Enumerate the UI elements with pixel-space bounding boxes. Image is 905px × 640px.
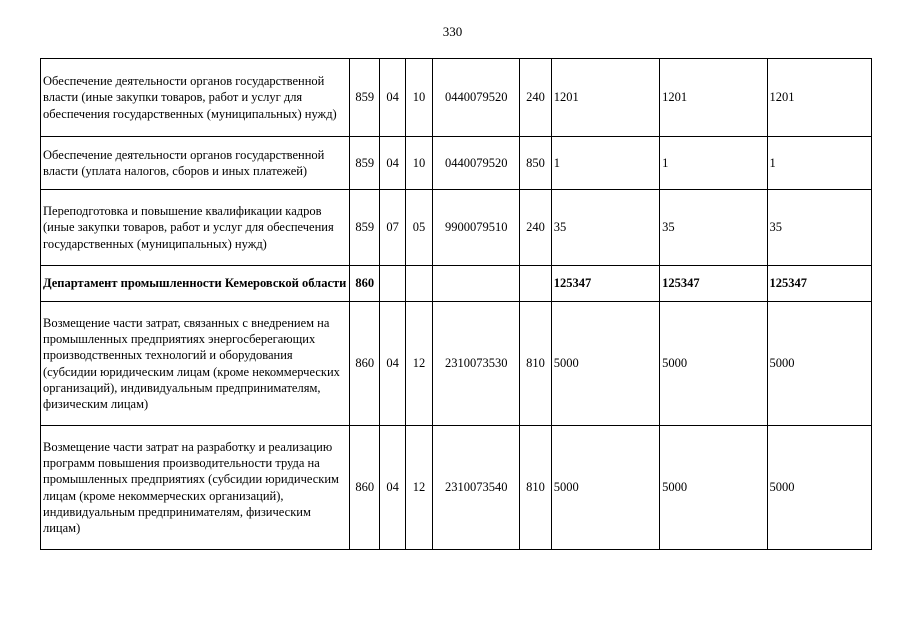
- row-name-cell: Возмещение части затрат на разработку и реализацию программ повышения производительности труда на промышленных предприятиях (субсидии юридическим лицам (кроме некоммерческих организаций), индивидуальным предпринимателям, физическим лицам): [41, 426, 350, 550]
- sum-cell-3: 125347: [767, 266, 871, 302]
- sum-cell-2: 35: [660, 190, 767, 266]
- ministry-code-cell: 859: [350, 59, 380, 137]
- table-row: [41, 137, 872, 190]
- department-name-cell: Департамент промышленности Кемеровской области: [41, 266, 350, 302]
- target-code-cell: 0440079520: [433, 137, 520, 190]
- section-code-cell: 04: [380, 137, 405, 190]
- sum-cell-1: 5000: [551, 302, 659, 426]
- sum-cell-1: 1: [551, 137, 659, 190]
- subsection-code-cell: 10: [405, 59, 432, 137]
- ministry-code-cell: 860: [350, 426, 380, 550]
- sum-cell-2: 1201: [660, 59, 767, 137]
- section-code-cell: 04: [380, 302, 405, 426]
- row-name-cell: Обеспечение деятельности органов государственной власти (иные закупки товаров, работ и услуг для обеспечения государственных (муниципальных) нужд): [41, 59, 350, 137]
- subsection-code-cell: 12: [405, 302, 432, 426]
- target-code-cell: 2310073540: [433, 426, 520, 550]
- target-code-cell: 9900079510: [433, 190, 520, 266]
- section-code-cell: 07: [380, 190, 405, 266]
- expense-type-cell: 810: [520, 302, 551, 426]
- sum-cell-1: 1201: [551, 59, 659, 137]
- table-row: [41, 302, 872, 426]
- sum-cell-3: 1201: [767, 59, 871, 137]
- expense-type-cell: 240: [520, 190, 551, 266]
- sum-cell-2: 5000: [660, 302, 767, 426]
- row-name-cell: Обеспечение деятельности органов государственной власти (уплата налогов, сборов и иных платежей): [41, 137, 350, 190]
- sum-cell-3: 5000: [767, 302, 871, 426]
- ministry-code-cell: 859: [350, 190, 380, 266]
- section-code-cell: 04: [380, 59, 405, 137]
- sum-cell-1: 35: [551, 190, 659, 266]
- subsection-code-cell: [405, 266, 432, 302]
- subsection-code-cell: 12: [405, 426, 432, 550]
- subsection-code-cell: 05: [405, 190, 432, 266]
- sum-cell-3: 5000: [767, 426, 871, 550]
- ministry-code-cell: 860: [350, 302, 380, 426]
- section-code-cell: 04: [380, 426, 405, 550]
- sum-cell-3: 35: [767, 190, 871, 266]
- expense-type-cell: 240: [520, 59, 551, 137]
- expense-type-cell: [520, 266, 551, 302]
- row-name-cell: Переподготовка и повышение квалификации кадров (иные закупки товаров, работ и услуг для обеспечения государственных (муниципальных) нужд): [41, 190, 350, 266]
- sum-cell-2: 125347: [660, 266, 767, 302]
- table-row: [41, 426, 872, 550]
- budget-table: [40, 58, 872, 550]
- expense-type-cell: 810: [520, 426, 551, 550]
- ministry-code-cell: 859: [350, 137, 380, 190]
- sum-cell-1: 125347: [551, 266, 659, 302]
- ministry-code-cell: 860: [350, 266, 380, 302]
- sum-cell-2: 5000: [660, 426, 767, 550]
- subsection-code-cell: 10: [405, 137, 432, 190]
- sum-cell-2: 1: [660, 137, 767, 190]
- page-number: 330: [442, 24, 463, 39]
- sum-cell-3: 1: [767, 137, 871, 190]
- target-code-cell: [433, 266, 520, 302]
- table-row: [41, 59, 872, 137]
- department-row: [41, 266, 872, 302]
- target-code-cell: 2310073530: [433, 302, 520, 426]
- row-name-cell: Возмещение части затрат, связанных с внедрением на промышленных предприятиях энергосберегающих производственных технологий и оборудования (субсидии юридическим лицам (кроме некоммерческих организаций), индивидуальным предпринимателям, физическим лицам): [41, 302, 350, 426]
- expense-type-cell: 850: [520, 137, 551, 190]
- target-code-cell: 0440079520: [433, 59, 520, 137]
- table-row: [41, 190, 872, 266]
- section-code-cell: [380, 266, 405, 302]
- sum-cell-1: 5000: [551, 426, 659, 550]
